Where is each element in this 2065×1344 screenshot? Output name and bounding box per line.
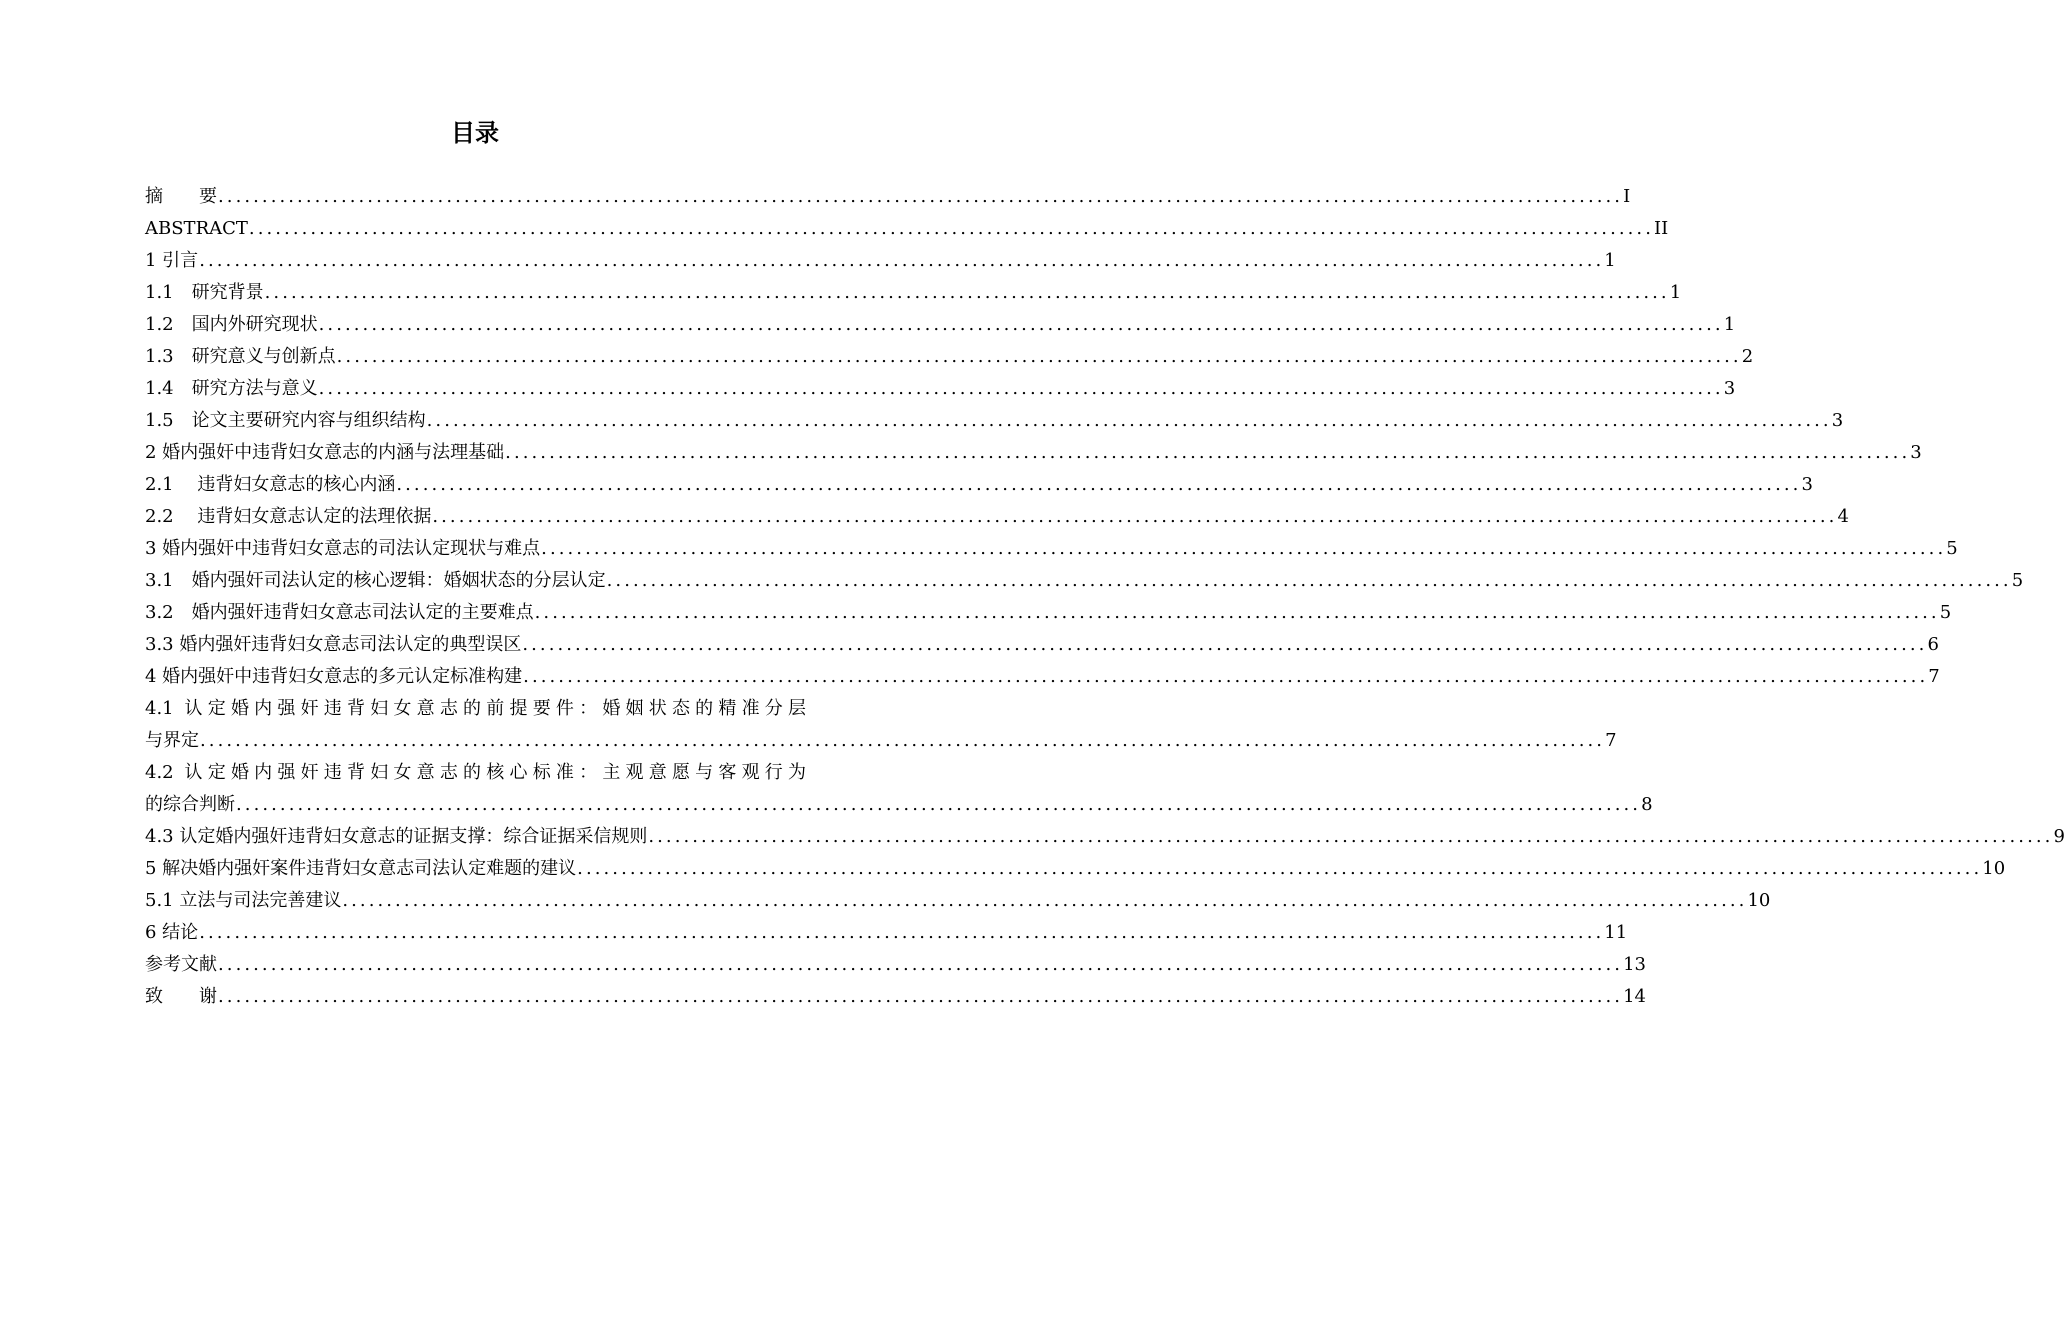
toc-entry-title: 3.1 婚内强奸司法认定的核心逻辑：婚姻状态的分层认定 — [145, 570, 606, 591]
toc-page-number: 3 — [1801, 474, 1813, 495]
toc-page-number: 3 — [1910, 442, 1922, 463]
toc-page-number: 10 — [1982, 858, 2006, 879]
toc-leader: ................................................................................................................................................................ — [577, 858, 1983, 879]
toc-entry[interactable] — [145, 501, 1849, 533]
toc-leader: ................................................................................................................................................................ — [396, 474, 1802, 495]
toc-page-number: 5 — [2011, 570, 2024, 591]
toc-page-number: 1 — [1723, 314, 1736, 335]
toc-page-number: I — [1623, 186, 1631, 207]
toc-entry[interactable] — [145, 533, 1958, 565]
toc-leader: ................................................................................................................................................................ — [236, 794, 1642, 815]
toc-entry[interactable] — [145, 277, 1682, 309]
toc-entry[interactable] — [145, 917, 1628, 949]
toc-entry[interactable] — [145, 373, 1736, 405]
toc-leader: ................................................................................................................................................................ — [606, 570, 2012, 591]
toc-page-number: 9 — [2053, 826, 2065, 847]
toc-leader: ................................................................................................................................................................ — [342, 890, 1748, 911]
toc-leader: ................................................................................................................................................................ — [432, 506, 1838, 527]
toc-entry-title: 1.1 研究背景 — [145, 282, 264, 303]
toc-leader: ................................................................................................................................................................ — [218, 986, 1624, 1007]
toc-leader: ................................................................................................................................................................ — [248, 218, 1654, 239]
toc-entry[interactable] — [145, 181, 1631, 213]
toc-page-number: II — [1653, 218, 1669, 239]
toc-entry[interactable] — [145, 661, 1940, 693]
toc-entry-title: 摘 要 — [145, 186, 217, 207]
toc-entry-title: 6 结论 — [145, 922, 199, 943]
toc-entry-title: 1.3 研究意义与创新点 — [145, 346, 336, 367]
toc-entry-title: 4.2 认定婚内强奸违背妇女意志的核心标准：主观意愿与客观行为 — [145, 762, 806, 783]
toc-entry[interactable] — [145, 341, 1754, 373]
toc-page-number: 3 — [1723, 378, 1736, 399]
toc-entry[interactable] — [145, 405, 1844, 437]
toc-entry[interactable] — [145, 469, 1813, 501]
toc-page-number: 8 — [1641, 794, 1653, 815]
toc-leader: ................................................................................................................................................................ — [522, 634, 1928, 655]
toc-leader: ................................................................................................................................................................ — [218, 186, 1624, 207]
toc-entry-title: 1 引言 — [145, 250, 199, 271]
toc-entry-title: 2.1 违背妇女意志的核心内涵 — [145, 474, 396, 495]
toc-page-number: 5 — [1946, 538, 1958, 559]
toc-entry-title-continued: 的综合判断 — [145, 794, 235, 815]
toc-page-number: 14 — [1623, 986, 1646, 1007]
toc-entry[interactable] — [145, 309, 1736, 341]
toc-entry-title: ABSTRACT — [145, 218, 248, 239]
toc-entry[interactable] — [145, 693, 1617, 757]
toc-entry-title: 5 解决婚内强奸案件违背妇女意志司法认定难题的建议 — [145, 858, 577, 879]
toc-leader: ................................................................................................................................................................ — [264, 282, 1670, 303]
toc-page-number: 5 — [1939, 602, 1952, 623]
toc-entry-title: 4.1 认定婚内强奸违背妇女意志的前提要件：婚姻状态的精准分层 — [145, 698, 806, 719]
toc-leader: ................................................................................................................................................................ — [523, 666, 1929, 687]
toc-entry-title: 5.1 立法与司法完善建议 — [145, 890, 342, 911]
toc-entry-title: 3 婚内强奸中违背妇女意志的司法认定现状与难点 — [145, 538, 541, 559]
toc-entry-title-continued: 与界定 — [145, 730, 199, 751]
toc-leader: ................................................................................................................................................................ — [336, 346, 1742, 367]
toc-entry[interactable] — [145, 885, 1771, 917]
toc-leader: ................................................................................................................................................................ — [318, 378, 1724, 399]
toc-leader: ................................................................................................................................................................ — [318, 314, 1724, 335]
toc-entry-title: 1.4 研究方法与意义 — [145, 378, 318, 399]
toc-entry-title: 3.3 婚内强奸违背妇女意志司法认定的典型误区 — [145, 634, 522, 655]
page-title: 目录 — [451, 119, 499, 147]
toc-entry-title: 2 婚内强奸中违背妇女意志的内涵与法理基础 — [145, 442, 505, 463]
toc-entry-title: 4.3 认定婚内强奸违背妇女意志的证据支撑：综合证据采信规则 — [145, 826, 648, 847]
toc-leader: ................................................................................................................................................................ — [426, 410, 1832, 431]
toc-entry[interactable] — [145, 757, 1653, 821]
toc-entry[interactable] — [145, 949, 1646, 981]
toc-page-number: 7 — [1605, 730, 1617, 751]
toc-entry-title: 1.2 国内外研究现状 — [145, 314, 318, 335]
toc-entry[interactable] — [145, 629, 1939, 661]
toc-entry[interactable] — [145, 213, 1669, 245]
toc-leader: ................................................................................................................................................................ — [218, 954, 1624, 975]
toc-entry[interactable] — [145, 853, 2006, 885]
toc-leader: ................................................................................................................................................................ — [199, 250, 1605, 271]
toc-entry[interactable] — [145, 245, 1616, 277]
toc-leader: ................................................................................................................................................................ — [199, 922, 1605, 943]
toc-entry-title: 2.2 违背妇女意志认定的法理依据 — [145, 506, 432, 527]
toc-entry[interactable] — [145, 437, 1922, 469]
toc-page-number: 11 — [1604, 922, 1628, 943]
toc-leader: ................................................................................................................................................................ — [534, 602, 1940, 623]
toc-leader: ................................................................................................................................................................ — [648, 826, 2054, 847]
toc-page-number: 13 — [1623, 954, 1646, 975]
toc-entry-title: 3.2 婚内强奸违背妇女意志司法认定的主要难点 — [145, 602, 534, 623]
toc-page-number: 4 — [1837, 506, 1849, 527]
toc-page-number: 3 — [1831, 410, 1844, 431]
toc-page-number: 1 — [1604, 250, 1616, 271]
toc-page-number: 6 — [1927, 634, 1939, 655]
toc-entry[interactable] — [145, 597, 1952, 629]
toc-leader: ................................................................................................................................................................ — [200, 730, 1606, 751]
toc-page-number: 2 — [1741, 346, 1754, 367]
toc-entry-title: 4 婚内强奸中违背妇女意志的多元认定标准构建 — [145, 666, 523, 687]
toc-leader: ................................................................................................................................................................ — [541, 538, 1947, 559]
toc-page-number: 1 — [1669, 282, 1682, 303]
toc-entry[interactable] — [145, 821, 2065, 853]
toc-page-number: 10 — [1747, 890, 1771, 911]
table-of-contents — [145, 181, 2065, 1013]
toc-leader: ................................................................................................................................................................ — [505, 442, 1911, 463]
toc-entry-title: 1.5 论文主要研究内容与组织结构 — [145, 410, 426, 431]
toc-entry-title: 参考文献 — [145, 954, 217, 975]
toc-page-number: 7 — [1928, 666, 1940, 687]
toc-entry[interactable] — [145, 565, 2024, 597]
toc-entry-title: 致 谢 — [145, 986, 217, 1007]
toc-entry[interactable] — [145, 981, 1646, 1013]
